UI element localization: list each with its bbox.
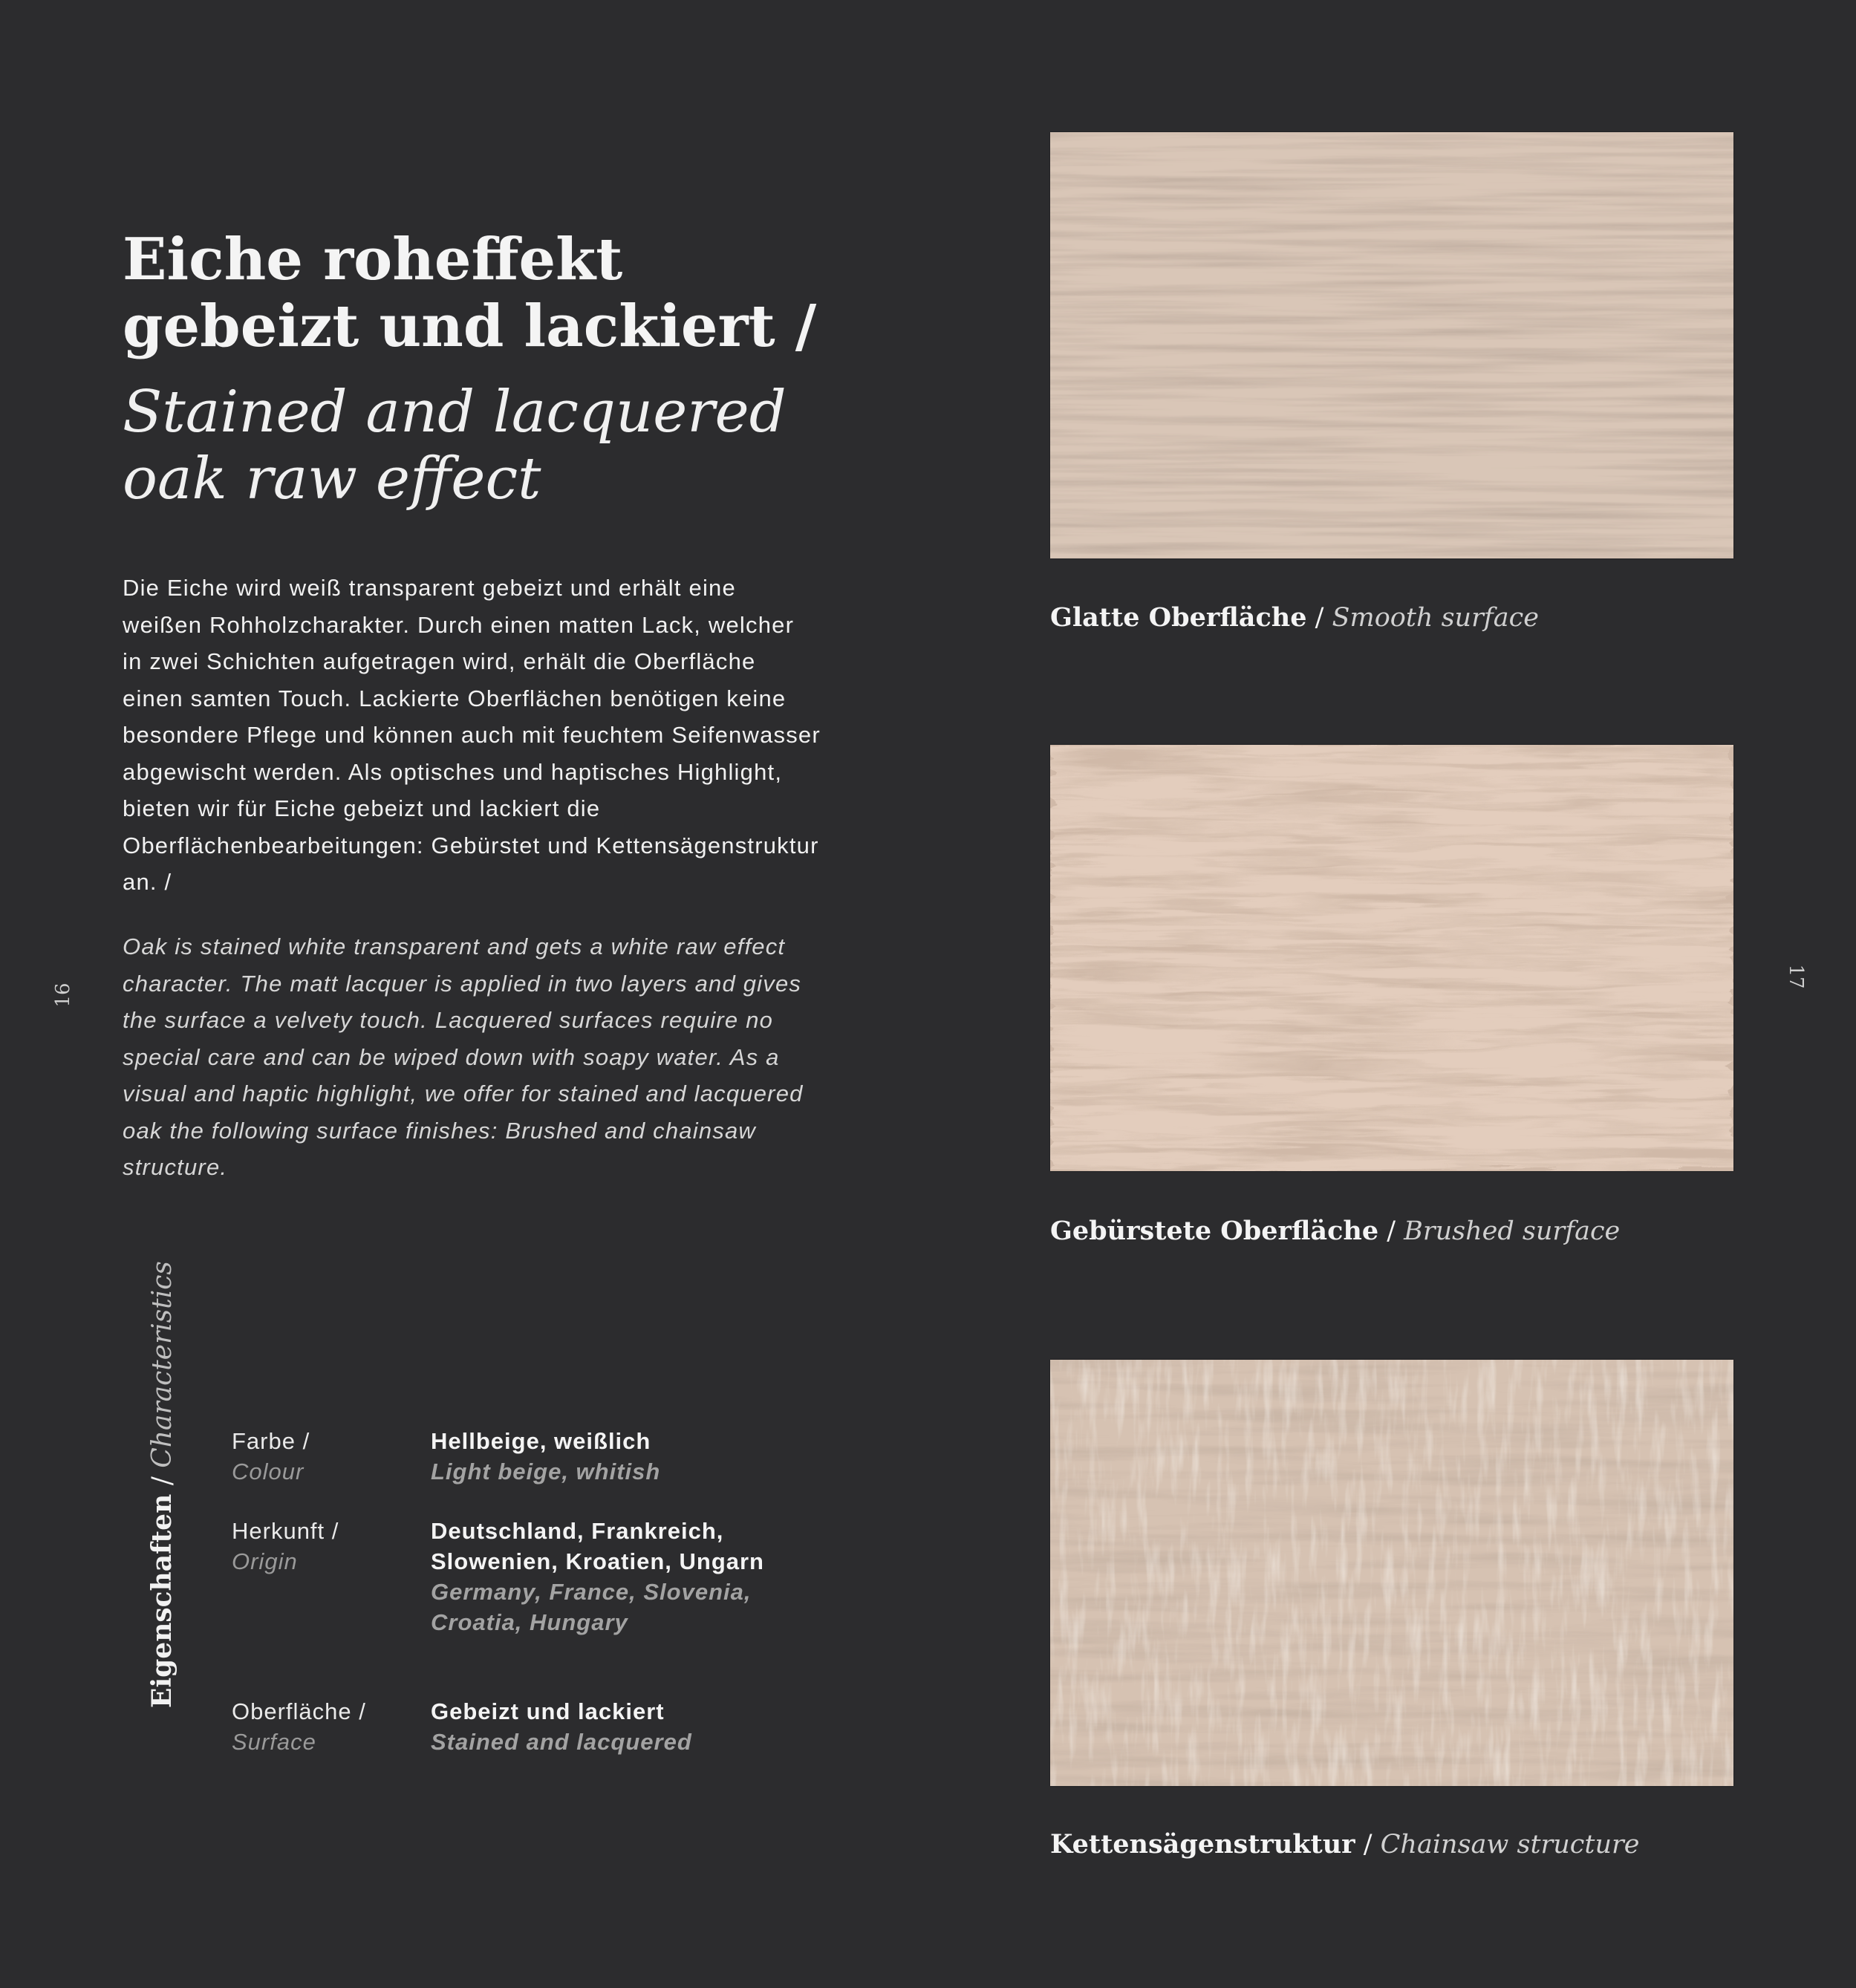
- caption-en: Chainsaw structure: [1380, 1830, 1640, 1860]
- property-value-de: Gebeizt und lackiert: [431, 1698, 665, 1724]
- property-value-colour: [431, 1426, 817, 1487]
- wood-swatch-smooth: [1050, 132, 1733, 558]
- property-value-en: Light beige, whitish: [431, 1459, 661, 1485]
- swatch-caption-chainsaw: [1050, 1828, 1793, 1861]
- property-label-surface: [232, 1696, 417, 1757]
- caption-de: Kettensägenstruktur: [1050, 1829, 1355, 1860]
- property-label-de: Herkunft /: [232, 1518, 339, 1544]
- property-value-de: Deutschland, Frankreich, Slowenien, Kroatien, Ungarn: [431, 1518, 764, 1574]
- property-value-surface: [431, 1696, 817, 1757]
- page-number-right: 17: [1785, 964, 1807, 989]
- property-value-en: Stained and lacquered: [431, 1729, 692, 1755]
- property-label-de: Oberfläche /: [232, 1698, 366, 1724]
- property-label-en: Origin: [232, 1548, 298, 1574]
- property-value-de: Hellbeige, weißlich: [431, 1428, 651, 1454]
- property-label-de: Farbe /: [232, 1428, 310, 1454]
- caption-sep: /: [1378, 1216, 1404, 1246]
- property-label-en: Surface: [232, 1729, 316, 1755]
- characteristics-heading-en: Characteristics: [147, 1261, 178, 1468]
- caption-en: Brushed surface: [1404, 1216, 1621, 1246]
- property-label-en: Colour: [232, 1459, 305, 1485]
- characteristics-heading-de: Eigenschaften: [146, 1493, 178, 1708]
- page-number-left: 16: [52, 982, 74, 1008]
- body-text-en: Oak is stained white transparent and gets a white raw effect character. The matt lacquer is applied in two layers and gives the surface a velvety touch. Lacquered surfaces require no special care and can be wiped down with soapy water. As a visual and haptic highlight, we offer for stained and lacquered oak the following surface finishes: Brushed and chainsaw structure.: [123, 933, 804, 1180]
- property-label-origin: [232, 1516, 417, 1577]
- caption-de: Glatte Oberfläche: [1050, 602, 1307, 633]
- property-value-origin: [431, 1516, 772, 1637]
- property-value-en: Germany, France, Slovenia, Croatia, Hungary: [431, 1579, 752, 1635]
- property-label-colour: [232, 1426, 417, 1487]
- swatch-caption-smooth: [1050, 602, 1793, 634]
- swatch-caption-brushed: [1050, 1215, 1793, 1248]
- caption-en: Smooth surface: [1332, 603, 1539, 633]
- page-title-de: Eiche roheffekt gebeizt und lackiert /: [123, 226, 817, 360]
- body-text-de: Die Eiche wird weiß transparent gebeizt und erhält eine weißen Rohholzcharakter. Durch einen matten Lack, welcher in zwei Schichten aufgetragen wird, erhält die Oberfläche einen samten Touch. Lackierte Oberflächen benötigen keine besondere Pflege und können auch mit feuchtem Seifenwasser abgewischt werden. Als optisches und haptisches Highlight, bieten wir für Eiche gebeizt und lackiert die Oberflächenbearbeitungen: Gebürstet und Kettensägenstruktur an. /: [123, 575, 821, 895]
- characteristics-heading: [140, 1188, 184, 1708]
- wood-swatch-brushed: [1050, 745, 1733, 1171]
- characteristics-heading-sep: /: [147, 1467, 178, 1494]
- caption-de: Gebürstete Oberfläche: [1050, 1216, 1379, 1246]
- wood-swatch-chainsaw: [1050, 1360, 1733, 1786]
- caption-sep: /: [1306, 603, 1332, 633]
- caption-sep: /: [1355, 1830, 1381, 1860]
- page-title-en: Stained and lacquered oak raw effect: [123, 379, 787, 512]
